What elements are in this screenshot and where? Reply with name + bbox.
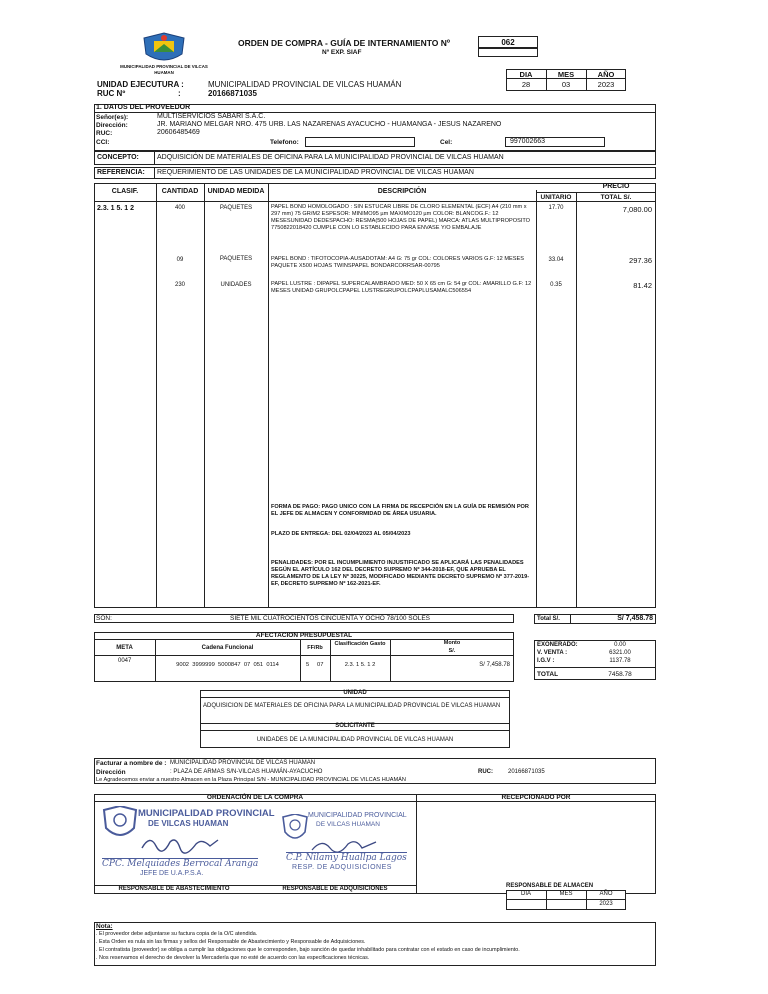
item-3-qty: 230 xyxy=(174,282,185,288)
adquisiciones-stamp xyxy=(280,806,420,882)
item-1-desc: PAPEL BOND HOMOLOGADO : SIN ESTUCAR LIBRE DE CLORO ELEMENTAL (ECF) A4 (210 mm x 297 mm) 75 GR/M2 ESPESOR: MINIMO95 µm MAXIMO120 µm COLOR: BLANCOG.F.: 12 MESESUNIDAD DEDESPACHO: RESMA(500 HOJAS DE PAPEL) MARCA: ATLAS MULTIPROPOSITO 7750822018420 CUMPLE CON LO ESTABLECIDO PARA ENVASE Y/O EMBALAJE xyxy=(271,204,531,231)
ruc-label: RUC Nº xyxy=(97,89,126,98)
note-1: . El proveedor debe adjuntarse su factura copia de la O/C atendida. xyxy=(96,931,258,937)
almacen-anio: AÑO xyxy=(599,891,613,897)
month-label: MES xyxy=(557,70,575,79)
invoice-note: Le Agradecemos enviar a nuestro Almacen en la Plaza Principal S/N - MUNICIPALIDAD PROVINCIAL DE VILCAS HUAMÁN xyxy=(96,777,406,783)
grand-total-label: TOTAL xyxy=(537,671,559,678)
almacen-year: 2023 xyxy=(599,901,613,907)
igv-value: 1137.78 xyxy=(609,658,631,664)
budget-col-clasif: Clasificación Gasto xyxy=(334,641,386,647)
note-4: . Nos reservamos el derecho de devolver la Mercadería que no esté de acuerdo con las especificaciones técnicas. xyxy=(96,955,370,961)
reference-label: REFERENCIA: xyxy=(97,169,145,176)
stamp2-line2: DE VILCAS HUAMAN xyxy=(316,821,380,828)
month-value: 03 xyxy=(561,80,571,89)
signature-scribble-icon xyxy=(140,832,220,854)
payment-terms: FORMA DE PAGO: PAGO UNICO CON LA FIRMA DE RECEPCIÓN EN LA GUÍA DE REMISIÓN POR EL JEFE DE ALMACEN Y CONFORMIDAD DE ÁREA USUARIA. xyxy=(271,504,529,517)
provider-section-title: 1. DATOS DEL PROVEEDOR xyxy=(96,104,191,111)
item-2-price: 33.04 xyxy=(548,257,564,263)
budget-clasif: 2.3. 1 5. 1 2 xyxy=(344,662,376,668)
son-label: SON: xyxy=(96,615,112,622)
item-2-desc: PAPEL BOND : TIFOTOCOPIA-AUSADOTAM: A4 G: 75 gr COL: COLORES VARIOS G.F: 12 MESES PAQUETE X500 HOJAS TWINSPAPEL BONDARCORRSAR-00795 xyxy=(271,256,524,269)
ordenacion-title: ORDENACIÓN DE LA COMPRA xyxy=(206,794,304,801)
exon-label: EXONERADO: xyxy=(537,642,578,648)
item-2-unit: PAQUETES xyxy=(219,256,253,262)
recepcionado-title: RECEPCIONADO POR xyxy=(501,794,571,801)
invoice-to-label: Facturar a nombre de : xyxy=(96,760,167,767)
almacen-dia: DIA xyxy=(520,891,531,897)
concept-label: CONCEPTO: xyxy=(97,154,139,161)
solicitante-value: UNIDADES DE LA MUNICIPALIDAD PROVINCIAL DE VILCAS HUAMAN xyxy=(256,737,454,743)
stamp1-role: JEFE DE U.A.P.S.A. xyxy=(140,870,204,877)
item-1-price: 17.70 xyxy=(548,205,564,211)
exon-value: 0.00 xyxy=(614,642,626,648)
phone-field xyxy=(305,137,415,147)
year-label: AÑO xyxy=(597,70,615,79)
item-1-unit: PAQUETES xyxy=(219,205,253,211)
budget-col-cadena: Cadena Funcional xyxy=(201,645,254,651)
almacen-mes: MES xyxy=(559,891,573,897)
budget-meta: 0047 xyxy=(118,658,132,664)
cel-value: 997002663 xyxy=(510,138,546,145)
resp-adquisiciones: RESPONSABLE DE ADQUISICIONES xyxy=(282,886,388,892)
order-subbox xyxy=(478,48,538,57)
budget-col-monto: Monto xyxy=(443,640,461,646)
budget-col-meta: META xyxy=(116,645,133,651)
total-value: S/ 7,458.78 xyxy=(617,615,653,622)
col-clasif: CLASIF. xyxy=(111,188,139,195)
penalty-terms: PENALIDADES: POR EL INCUMPLIMIENTO INJUSTIFICADO SE APLICARÁ LAS PENALIDADES SEGÚN EL ARTÍCULO 162 DEL DECRETO SUPREMO Nº 344-2018-EF, QUE APRUEBA EL REGLAMENTO DE LA LEY Nº 30225, MODIFICADO MEDIANTE DECRETO SUPREMO Nº 377-2019-EF, DECRETO SUPREMO Nº 162-2021-EF. xyxy=(271,560,530,587)
invoice-ruc-label: RUC: xyxy=(478,769,493,775)
year-value: 2023 xyxy=(597,80,615,89)
invoice-to: MUNICIPALIDAD PROVINCIAL DE VILCAS HUAMAN xyxy=(170,760,316,766)
item-2-qty: 09 xyxy=(176,257,184,263)
note-2: . Esta Orden es nula sin las firmas y sellos del Responsable de Abastecimiento y Responsable de Adquisiciones. xyxy=(96,939,366,945)
venta-value: 6321.00 xyxy=(609,650,631,656)
delivery-terms: PLAZO DE ENTREGA: DEL 02/04/2023 AL 05/04/2023 xyxy=(271,531,411,537)
abastecimiento-stamp xyxy=(100,806,275,882)
order-number: 062 xyxy=(501,38,515,47)
budget-col-ff: FF/Rb xyxy=(307,645,323,651)
invoice-addr-label: Dirección xyxy=(96,769,126,776)
resp-almacen: RESPONSABLE DE ALMACEN xyxy=(506,883,594,889)
unit-label: UNIDAD EJECUTURA : xyxy=(97,80,184,89)
stamp1-line1: MUNICIPALIDAD PROVINCIAL xyxy=(138,808,275,819)
col-total: TOTAL S/. xyxy=(600,194,632,201)
concept-value: ADQUISICIÓN DE MATERIALES DE OFICINA PARA LA MUNICIPALIDAD PROVINCIAL DE VILCAS HUAMAN xyxy=(157,154,504,161)
item-3-unit: UNIDADES xyxy=(220,282,252,288)
stamp2-role: RESP. DE ADQUISICIONES xyxy=(292,864,392,871)
exp-siaf-label: Nº EXP. SIAF xyxy=(322,49,362,56)
son-value: SIETE MIL CUATROCIENTOS CINCUENTA Y OCHO 78/100 SOLES xyxy=(230,615,430,622)
cel-label: Cel: xyxy=(440,139,453,146)
budget-col-soles: S/. xyxy=(448,648,456,654)
ruc-value: 20166871035 xyxy=(208,89,257,98)
col-unitario: UNITARIO xyxy=(540,194,572,201)
budget-cadena: 9002 3999999 5000847 07 051 0114 xyxy=(176,662,279,668)
unidad-title: UNIDAD xyxy=(343,690,367,696)
col-price: PRECIO xyxy=(602,183,630,190)
item-1-qty: 400 xyxy=(174,205,185,211)
item-3-price: 0.35 xyxy=(550,282,562,288)
item-clasif: 2.3. 1 5. 1 2 xyxy=(97,205,134,212)
provider-ruc: 20606485469 xyxy=(157,129,200,136)
item-3-total: 81.42 xyxy=(633,281,652,290)
budget-ff-b: 07 xyxy=(317,662,324,668)
unit-value: MUNICIPALIDAD PROVINCIAL DE VILCAS HUAMÁN xyxy=(208,80,402,89)
reference-value: REQUERIMIENTO DE LAS UNIDADES DE LA MUNICIPALIDAD PROVINCIAL DE VILCAS HUAMAN xyxy=(157,169,474,176)
grand-total-value: 7458.78 xyxy=(608,671,632,678)
invoice-addr: : PLAZA DE ARMAS S/N-VILCAS HUAMÁN-AYACUCHO xyxy=(170,769,323,775)
notes-title: Nota: xyxy=(96,923,113,930)
provider-cci-label: CCI: xyxy=(96,139,110,146)
total-label: Total S/. xyxy=(537,616,560,622)
provider-address: JR. MARIANO MELGAR NRO. 475 URB. LAS NAZARENAS AYACUCHO - HUAMANGA - JESUS NAZARENO xyxy=(157,121,502,128)
page-title: ORDEN DE COMPRA - GUÍA DE INTERNAMIENTO Nº xyxy=(238,38,450,48)
items-table xyxy=(94,183,656,608)
phone-label: Telefono: xyxy=(270,139,299,146)
venta-label: V. VENTA : xyxy=(537,650,568,656)
stamp1-line2: DE VILCAS HUAMAN xyxy=(148,819,229,828)
igv-label: I.G.V : xyxy=(537,658,555,664)
budget-ff-a: 5 xyxy=(306,662,310,668)
solicitante-title: SOLICITANTE xyxy=(335,723,375,729)
item-3-desc: PAPEL LUSTRE : DIPAPEL SUPERCALAMBRADO MED: 50 X 65 cm G: 54 gr COL: AMARILLO G.F: 12 MESES UNIDAD GRUPOLCPAPEL LUSTREGRUPOLCPAPLUSAMALC506554 xyxy=(271,281,532,294)
col-qty: CANTIDAD xyxy=(161,188,199,195)
provider-address-label: Dirección: xyxy=(96,122,128,129)
item-1-total: 7,080.00 xyxy=(622,205,652,214)
stamp-seal-icon xyxy=(280,814,310,844)
stamp2-name: C.P. Nilamy Huallpa Lagos xyxy=(286,853,407,863)
stamp2-line1: MUNICIPALIDAD PROVINCIAL xyxy=(308,812,407,819)
col-unit: UNIDAD MEDIDA xyxy=(207,188,265,195)
provider-name-label: Señor(es): xyxy=(96,114,129,121)
col-desc: DESCRIPCIÓN xyxy=(377,188,427,195)
note-3: . El contratista (proveedor) se obliga a cumplir las obligaciones que le corresponden, bajo sanción de quedar inhabilitado para contratar con el estado en caso de incumplimiento. xyxy=(96,947,520,953)
logo-caption: MUNICIPALIDAD PROVINCIAL DE VILCAS HUAMAN xyxy=(120,64,208,75)
resp-abastecimiento: RESPONSABLE DE ABASTECIMIENTO xyxy=(118,886,230,892)
stamp-seal-icon xyxy=(100,806,140,842)
coat-of-arms-icon xyxy=(140,32,188,64)
invoice-ruc: 20166871035 xyxy=(508,769,545,775)
item-2-total: 297.36 xyxy=(629,256,652,265)
day-label: DIA xyxy=(519,70,533,79)
unidad-value: ADQUISICION DE MATERIALES DE OFICINA PARA LA MUNICIPALIDAD PROVINCIAL DE VILCAS HUAMAN xyxy=(203,703,501,709)
provider-ruc-label: RUC: xyxy=(96,130,113,137)
ruc-colon: : xyxy=(178,89,181,98)
stamp1-name: CPC. Melquiades Berrocal Aranga xyxy=(102,859,259,869)
provider-name: MULTISERVICIOS SABARI S.A.C. xyxy=(157,113,266,120)
municipality-logo xyxy=(140,32,188,64)
budget-monto: S/ 7,458.78 xyxy=(479,662,510,668)
day-value: 28 xyxy=(521,80,531,89)
budget-title: AFECTACION PRESUPUESTAL xyxy=(255,632,353,639)
